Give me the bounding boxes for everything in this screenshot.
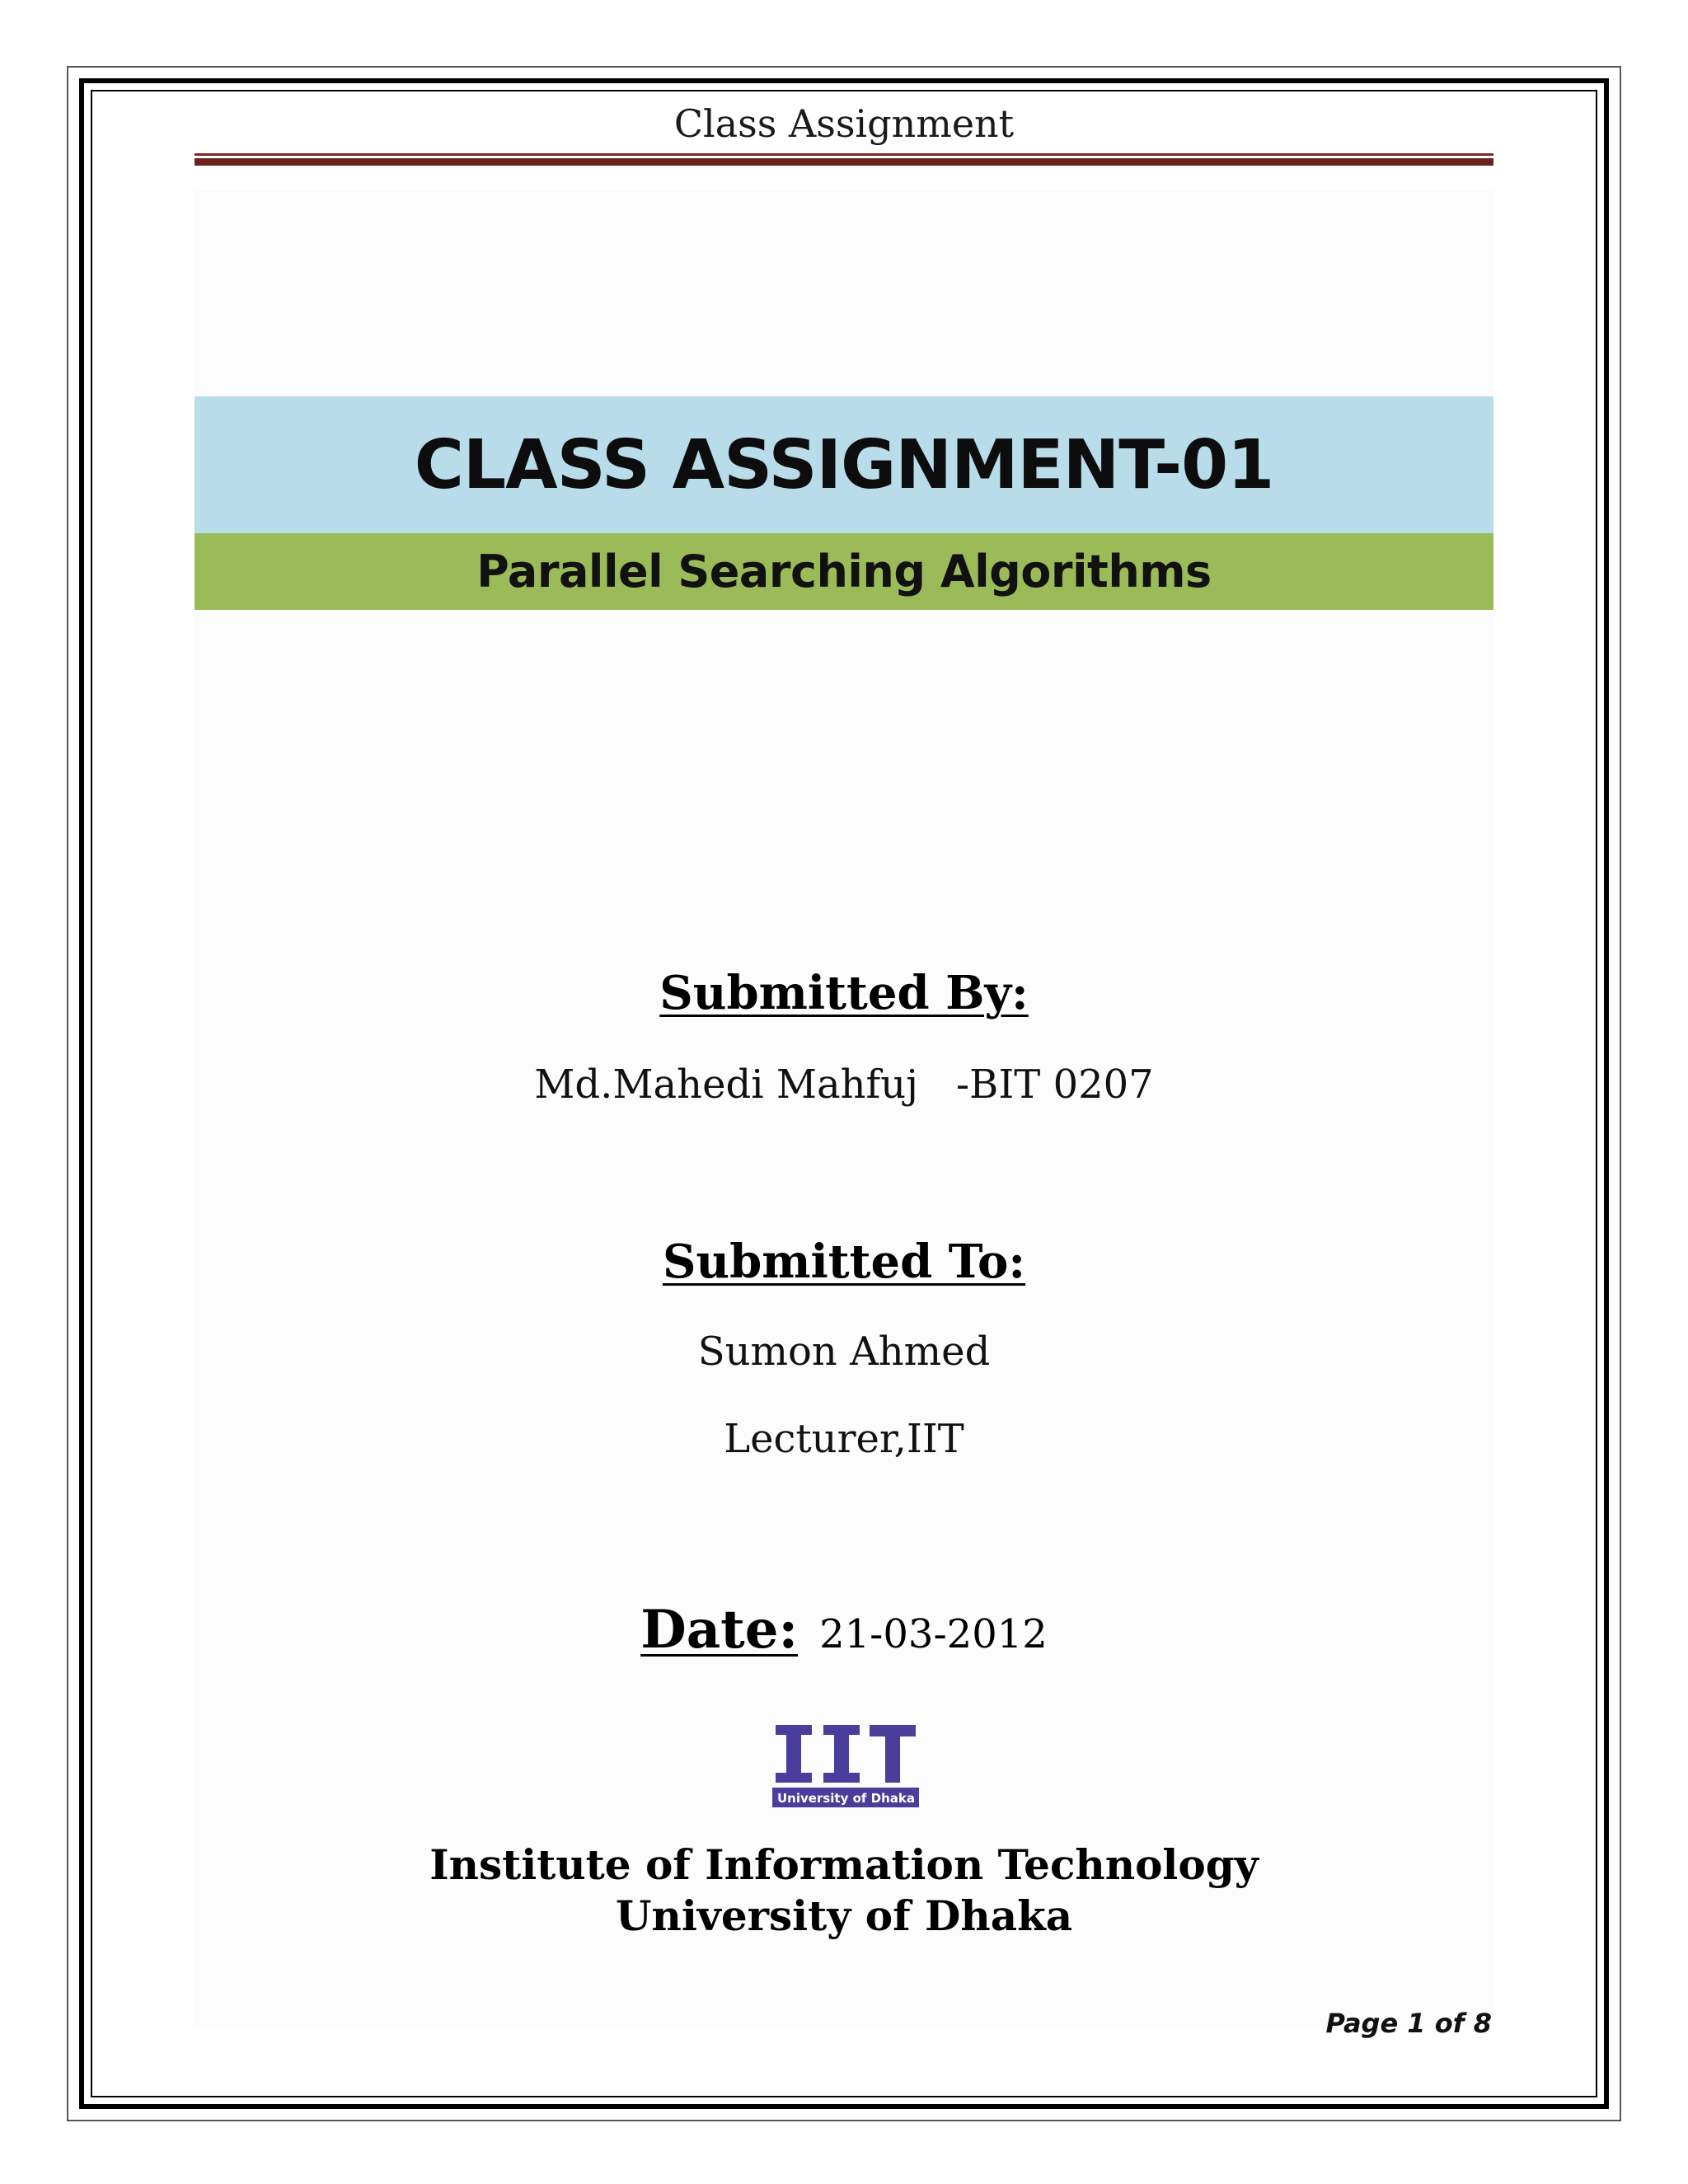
submitted-to-heading: Submitted To: bbox=[662, 1235, 1026, 1289]
date-row bbox=[195, 1599, 1493, 1661]
iit-logo-letters bbox=[776, 1725, 916, 1783]
date-value: 21-03-2012 bbox=[819, 1611, 1048, 1657]
iit-logo bbox=[772, 1723, 919, 1809]
subtitle-band bbox=[195, 533, 1493, 610]
university-name: University of Dhaka bbox=[615, 1891, 1073, 1940]
document-title: CLASS ASSIGNMENT-01 bbox=[414, 425, 1274, 504]
header-rule-thin bbox=[195, 153, 1493, 156]
student-name: Md.Mahedi Mahfuj -BIT 0207 bbox=[534, 1062, 1154, 1108]
header-rule-thick bbox=[195, 158, 1493, 166]
page-number: Page 1 of 8 bbox=[1325, 2008, 1492, 2039]
supervisor-name: Sumon Ahmed bbox=[697, 1329, 991, 1375]
title-band bbox=[195, 396, 1493, 533]
supervisor-designation: Lecturer,IIT bbox=[724, 1416, 964, 1462]
running-header: Class Assignment bbox=[673, 101, 1015, 146]
date-label: Date: bbox=[640, 1599, 799, 1661]
logo-caption: University of Dhaka bbox=[777, 1791, 915, 1806]
document-subtitle: Parallel Searching Algorithms bbox=[476, 546, 1212, 598]
submitted-by-heading: Submitted By: bbox=[659, 966, 1029, 1020]
institute-name: Institute of Information Technology bbox=[429, 1840, 1259, 1889]
